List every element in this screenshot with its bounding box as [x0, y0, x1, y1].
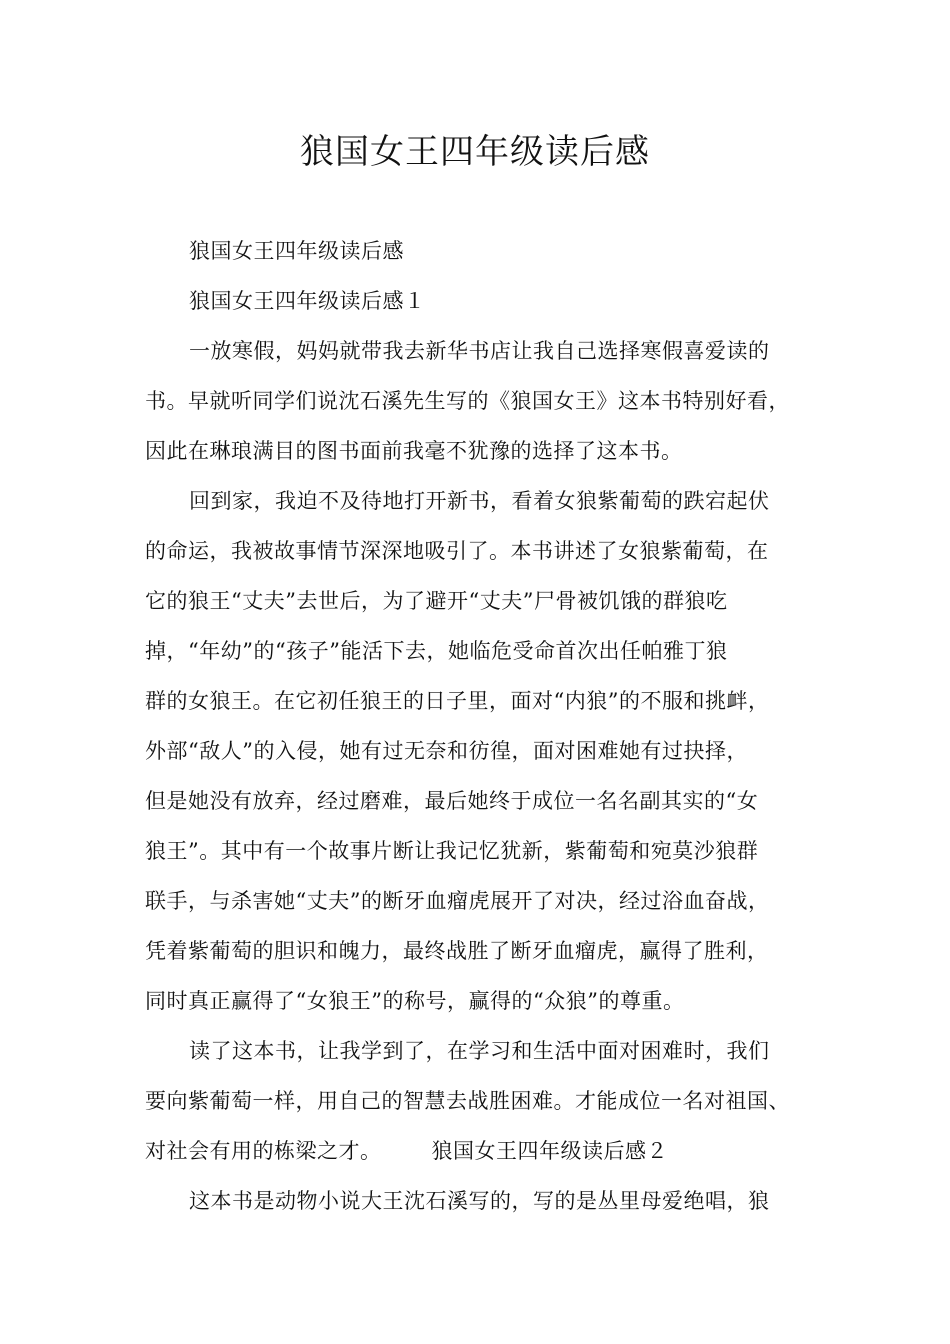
text-line-content: 群的女狼王。在它初任狼王的日子里，面对“内狼”的不服和挑衅， — [145, 689, 770, 713]
text-line-content: 凭着紫葡萄的胆识和魄力，最终战胜了断牙血瘤虎，赢得了胜利， — [145, 939, 769, 963]
text-line — [145, 426, 817, 476]
section-heading-inline: 狼国女王四年级读后感２ — [431, 1139, 668, 1163]
text-line — [145, 276, 817, 326]
text-line-content: 同时真正赢得了“女狼王”的称号，赢得的“众狼”的尊重。 — [145, 989, 685, 1013]
text-line-content: 外部“敌人”的入侵，她有过无奈和彷徨，面对困难她有过抉择， — [145, 739, 748, 763]
text-line — [145, 726, 817, 776]
text-line-content: 的命运，我被故事情节深深地吸引了。本书讲述了女狼紫葡萄，在 — [145, 539, 769, 563]
text-line-content: 但是她没有放弃，经过磨难，最后她终于成位一名名副其实的“女 — [145, 789, 759, 813]
text-line — [145, 976, 817, 1026]
text-line-content: 这本书是动物小说大王沈石溪写的，写的是丛里母爱绝唱，狼 — [189, 1189, 770, 1213]
text-line-content: 要向紫葡萄一样，用自己的智慧去战胜困难。才能成位一名对祖国、 — [145, 1089, 790, 1113]
text-line — [145, 376, 817, 426]
text-line — [145, 326, 817, 376]
text-line-content: 掉，“年幼”的“孩子”能活下去，她临危受命首次出任帕雅丁狼 — [145, 639, 728, 663]
text-line — [145, 1126, 817, 1176]
text-line — [145, 926, 817, 976]
text-line — [145, 776, 817, 826]
text-line — [145, 226, 817, 276]
text-line — [145, 676, 817, 726]
text-line-content: 狼国女王四年级读后感 — [189, 239, 404, 263]
text-line — [145, 826, 817, 876]
text-line-content: 对社会有用的栋梁之才。 — [145, 1139, 382, 1163]
page-title: 狼国女王四年级读后感 — [300, 132, 650, 172]
text-line — [145, 626, 817, 676]
text-line — [145, 576, 817, 626]
text-line — [145, 1026, 817, 1076]
text-line — [145, 1076, 817, 1126]
text-line — [145, 476, 817, 526]
text-line-content: 因此在琳琅满目的图书面前我毫不犹豫的选择了这本书。 — [145, 439, 683, 463]
text-line-content: 狼王”。其中有一个故事片断让我记忆犹新，紫葡萄和宛莫沙狼群 — [145, 839, 759, 863]
text-line — [145, 1176, 817, 1226]
text-line-content: 回到家，我迫不及待地打开新书，看着女狼紫葡萄的跌宕起伏 — [189, 489, 770, 513]
text-line — [145, 876, 817, 926]
text-line-content: 狼国女王四年级读后感１ — [189, 289, 426, 313]
text-line-content: 书。早就听同学们说沈石溪先生写的《狼国女王》这本书特别好看， — [145, 389, 790, 413]
text-line — [145, 526, 817, 576]
text-line-content: 读了这本书，让我学到了，在学习和生活中面对困难时，我们 — [189, 1039, 770, 1063]
text-line-content: 联手，与杀害她“丈夫”的断牙血瘤虎展开了对决，经过浴血奋战， — [145, 889, 770, 913]
text-line-content: 一放寒假，妈妈就带我去新华书店让我自己选择寒假喜爱读的 — [189, 339, 770, 363]
document-body — [145, 226, 817, 1226]
text-line-content: 它的狼王“丈夫”去世后，为了避开“丈夫”尸骨被饥饿的群狼吃 — [145, 589, 728, 613]
